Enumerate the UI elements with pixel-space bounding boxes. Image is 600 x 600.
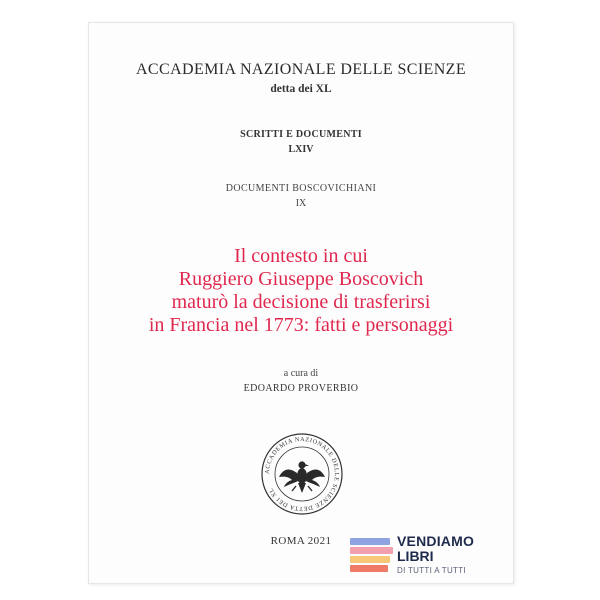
seal-text: ACCADEMIA NAZIONALE DELLE SCIENZE DETTA DEI XL — [263, 435, 341, 513]
badge-stripe — [350, 565, 388, 572]
book-title — [89, 245, 513, 337]
title-line: Ruggiero Giuseppe Boscovich — [178, 268, 424, 290]
badge-line-3: DI TUTTI A TUTTI — [397, 566, 466, 575]
title-line: maturò la decisione di trasferirsi — [171, 291, 431, 313]
title-line: in Francia nel 1773: fatti e personaggi — [148, 314, 454, 336]
subseries-number: IX — [295, 198, 307, 209]
badge-line-2: LIBRI — [397, 548, 434, 564]
book-cover — [88, 22, 514, 584]
badge-stripe — [350, 547, 393, 554]
title-line: Il contesto in cui — [234, 245, 368, 267]
subseries-name: DOCUMENTI BOSCOVICHIANI — [225, 183, 377, 194]
curator-name: EDOARDO PROVERBIO — [243, 383, 359, 394]
badge-stripe — [350, 538, 390, 545]
badge-line-1: VENDIAMO — [397, 533, 475, 549]
series-number: LXIV — [288, 144, 314, 155]
academy-seal-eagle-icon — [259, 431, 345, 517]
city-year: ROMA 2021 — [270, 535, 332, 547]
publisher-subtitle: detta dei XL — [270, 83, 332, 95]
publisher-name: ACCADEMIA NAZIONALE DELLE SCIENZE — [135, 61, 467, 78]
curator-label: a cura di — [283, 368, 319, 379]
vendiamo-libri-badge — [350, 532, 500, 582]
badge-stripe — [350, 556, 390, 563]
series-name: SCRITTI E DOCUMENTI — [240, 129, 362, 140]
